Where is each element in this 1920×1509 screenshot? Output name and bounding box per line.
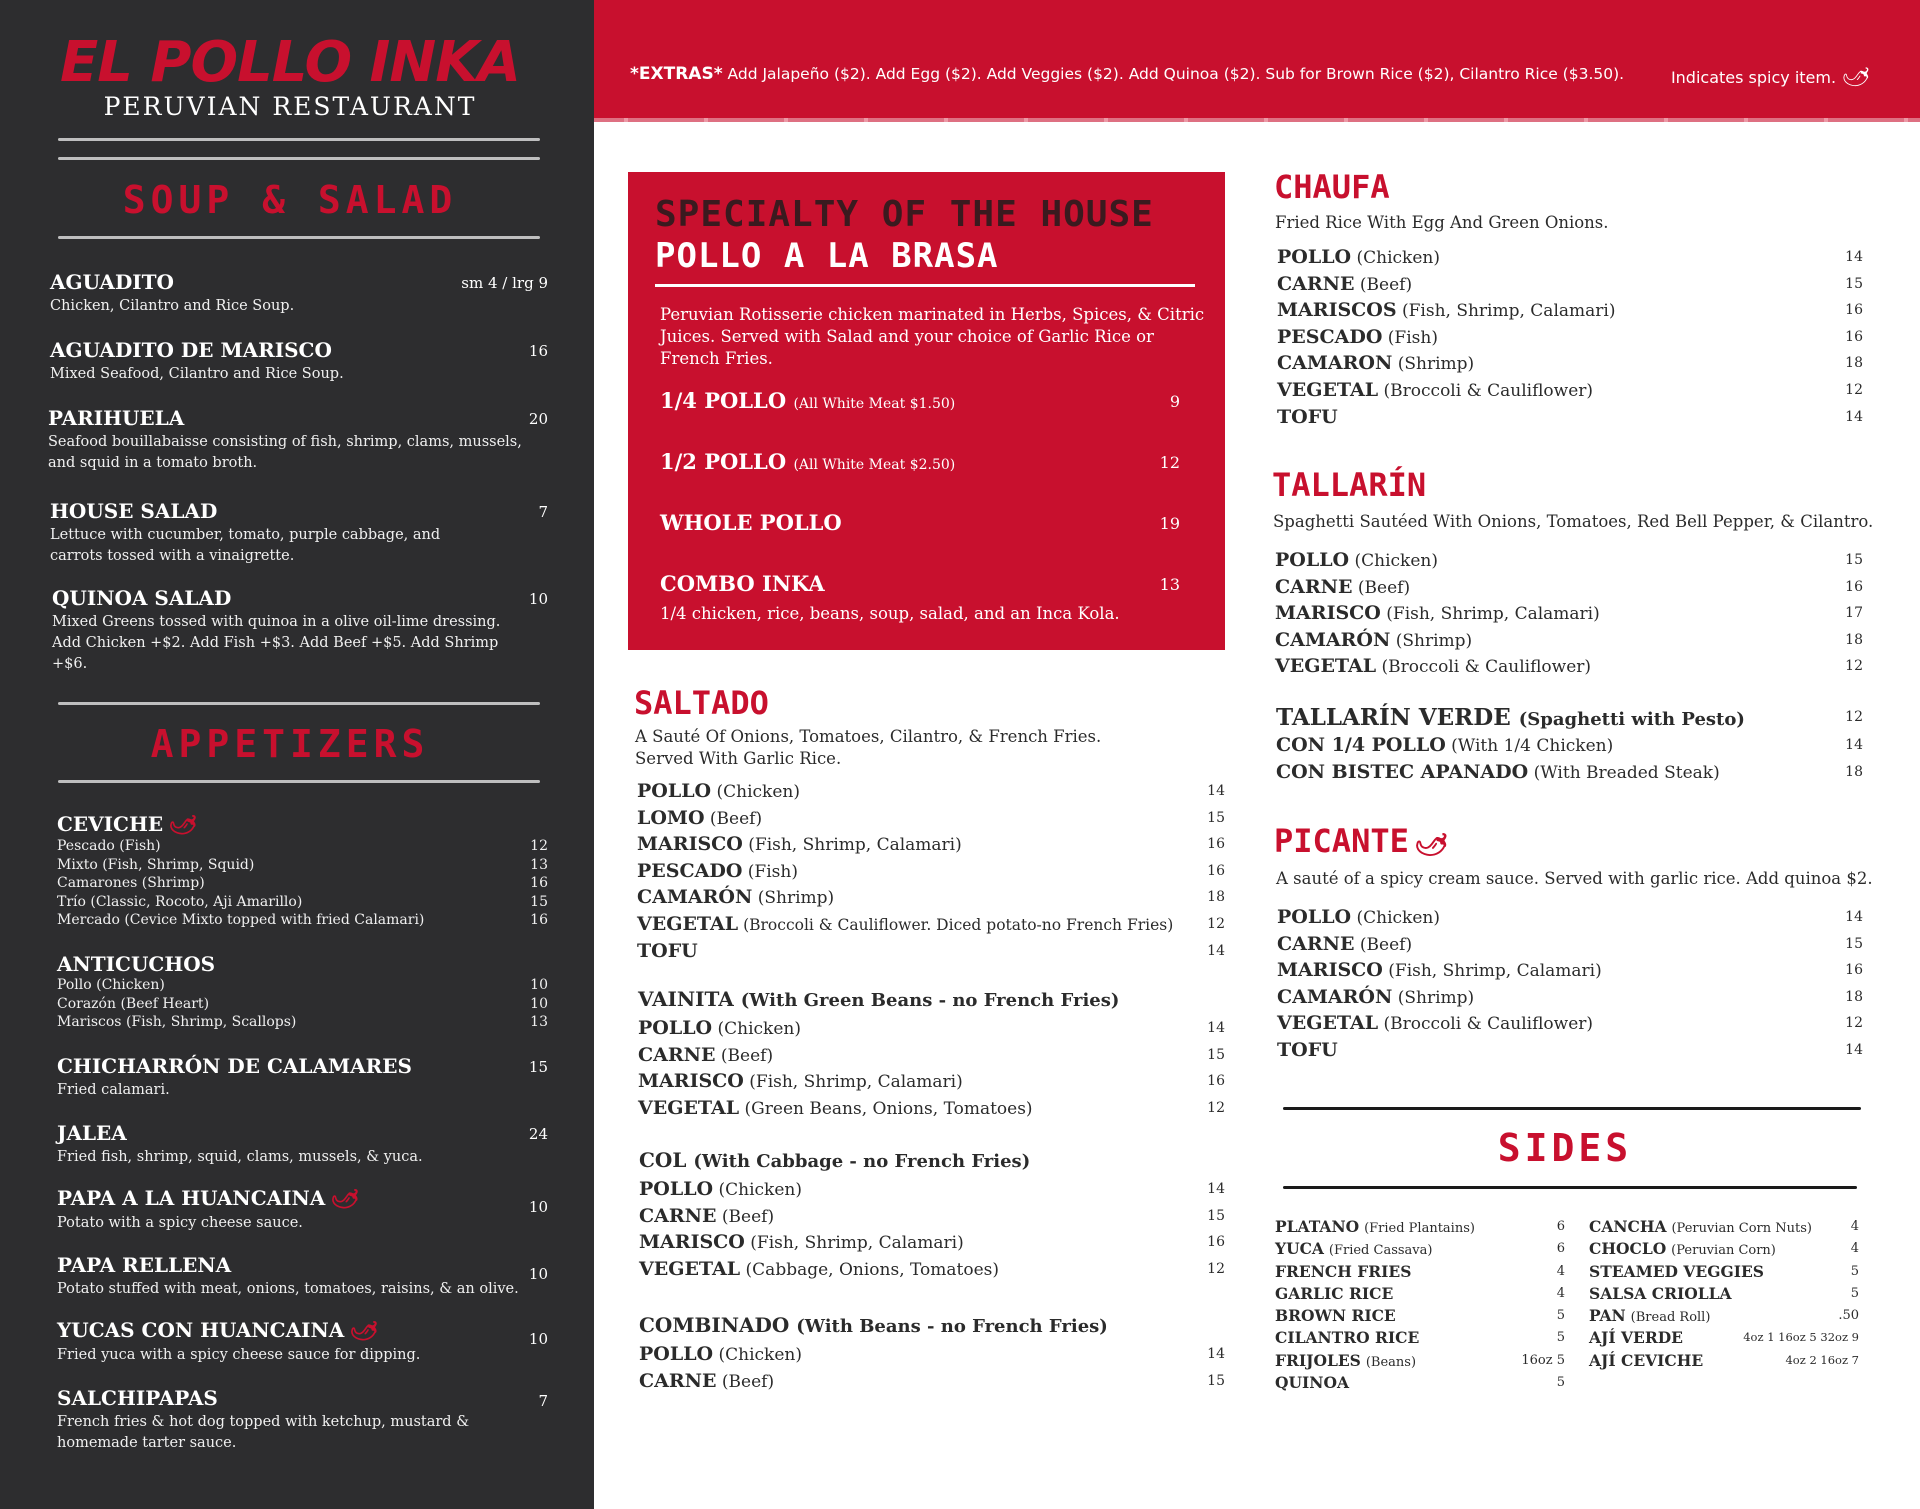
menu-item [57,1313,548,1366]
list-item: CARNE (Beef) 15 [1277,272,1863,295]
item-name: ANTICUCHOS [57,952,216,976]
list-item: PAN (Bread Roll) .50 [1589,1306,1859,1326]
list-item: FRIJOLES (Beans) 16oz 5 [1275,1350,1565,1370]
item-price: 10 [528,590,548,608]
brand-logo: EL POLLO INKA [60,30,520,95]
list-item: POLLO (Chicken) 14 [637,780,1225,802]
list-item: CAMARÓN (Shrimp) 18 [1277,985,1863,1008]
menu-item [57,1121,548,1168]
list-item: TOFU 14 [1277,1038,1863,1061]
list-item: CAMARÓN (Shrimp) 18 [1275,628,1863,651]
list-item: CAMARON (Shrimp) 18 [1277,352,1863,375]
item-desc: Potato with a spicy cheese sauce. [57,1215,303,1231]
saltado-desc: A Sauté Of Onions, Tomatoes, Cilantro, & French Fries. Served With Garlic Rice. [635,727,1102,768]
list-item: CARNE (Beef) 15 [1277,932,1863,955]
list-item: CILANTRO RICE 5 [1275,1328,1565,1348]
divider [58,780,540,783]
item-price: sm 4 / lrg 9 [461,274,548,292]
combo-desc: 1/4 chicken, rice, beans, soup, salad, and an Inca Kola. [660,604,1120,623]
chili-pepper-icon: 🌶 [1838,59,1874,94]
list-item: CON BISTEC APANADO (With Breaded Steak) 18 [1276,760,1863,783]
specialty-item: COMBO INKA 13 [660,571,1180,596]
item-desc: Fried yuca with a spicy cheese sauce for dipping. [57,1347,421,1363]
list-item: POLLO (Chicken) 14 [639,1343,1225,1365]
list-item: LOMO (Beef) 15 [637,806,1225,829]
list-item: CAMARÓN (Shrimp) 18 [637,886,1225,909]
list-item: VEGETAL (Broccoli & Cauliflower) 12 [1277,378,1863,401]
menu-item [50,338,548,385]
item-price: 15 [528,1058,548,1076]
sub-item: Mercado (Cevice Mixto topped with fried Calamari) 16 [57,912,548,928]
list-item: CARNE (Beef) 15 [638,1043,1225,1066]
item-name: AGUADITO [50,270,174,294]
list-item: MARISCO (Fish, Shrimp, Calamari) 17 [1275,602,1863,625]
tallarin-list [1275,549,1863,682]
item-name: PAPA A LA HUANCAINA [57,1186,326,1210]
list-item: AJÍ CEVICHE 4oz 2 16oz 7 [1589,1350,1859,1370]
picante-desc: A sauté of a spicy cream sauce. Served with garlic rice. Add quinoa $2. [1276,869,1873,888]
extras-text: *EXTRAS* Add Jalapeño ($2). Add Egg ($2). Add Veggies ($2). Add Quinoa ($2). Sub for Brown Rice ($2), Cilantro Rice ($3.50). [630,64,1625,84]
sub-item: Pollo (Chicken) 10 [57,977,548,993]
item-price: 7 [538,503,548,521]
combinado-title: COMBINADO (With Beans - no French Fries) [639,1313,1108,1337]
saltado-heading: SALTADO [634,684,769,722]
sides-list-left [1275,1217,1565,1395]
item-name: QUINOA SALAD [52,586,232,610]
banner-edge [594,118,1920,122]
list-item: VEGETAL (Broccoli & Cauliflower. Diced potato-no French Fries) 12 [637,912,1225,935]
vainita-list [638,987,1225,1123]
item-price: 10 [528,1330,548,1348]
list-item: GARLIC RICE 4 [1275,1283,1565,1303]
specialty-heading: SPECIALTY OF THE HOUSE [655,194,1154,235]
item-desc: Mixed Greens tossed with quinoa in a olive oil-lime dressing. Add Chicken +$2. Add Fish +$3. Add Beef +$5. Add Shrimp +$6. [52,614,501,672]
item-desc: Potato stuffed with meat, onions, tomatoes, raisins, & an olive. [57,1281,519,1297]
chaufa-desc: Fried Rice With Egg And Green Onions. [1275,213,1609,232]
list-item: POLLO (Chicken) 14 [639,1178,1225,1200]
divider [58,157,540,160]
appetizers-heading: APPETIZERS [150,722,430,766]
menu-item [57,1386,548,1454]
divider [1283,1186,1857,1189]
list-item: AJÍ VERDE 4oz 1 16oz 5 32oz 9 [1589,1328,1859,1348]
item-name: CEVICHE [57,812,164,836]
menu-item [50,499,548,567]
picante-heading: PICANTE🌶 [1274,822,1453,864]
col-list [639,1148,1225,1284]
item-price: 10 [528,1198,548,1216]
list-item: SALSA CRIOLLA 5 [1589,1283,1859,1303]
menu-item [57,1181,548,1234]
divider [58,138,540,141]
sub-item: Corazón (Beef Heart) 10 [57,995,548,1012]
extras-banner [594,0,1920,118]
list-item: TOFU 14 [1277,405,1863,428]
list-item: CARNE (Beef) 16 [1275,575,1863,598]
list-item: VEGETAL (Broccoli & Cauliflower) 12 [1277,1012,1863,1035]
sides-list-right [1589,1217,1859,1373]
sub-item: Pescado (Fish) 12 [57,838,548,854]
menu-item-anticuchos [57,952,548,1032]
item-desc: Chicken, Cilantro and Rice Soup. [50,298,295,314]
list-item: POLLO (Chicken) 14 [638,1017,1225,1039]
brand-subtitle: PERUVIAN RESTAURANT [103,92,477,121]
col-title: COL (With Cabbage - no French Fries) [639,1148,1031,1172]
item-name: PAPA RELLENA [57,1253,232,1277]
specialty-box [628,172,1225,650]
item-price: 7 [538,1392,548,1410]
list-item: MARISCO (Fish, Shrimp, Calamari) 16 [637,833,1225,856]
list-item: MARISCOS (Fish, Shrimp, Calamari) 16 [1277,299,1863,322]
specialty-desc: Peruvian Rotisserie chicken marinated in Herbs, Spices, & Citric Juices. Served with Salad and your choice of Garlic Rice or French Fries. [660,305,1205,368]
picante-list [1277,906,1863,1066]
list-item: BROWN RICE 5 [1275,1306,1565,1326]
specialty-item: 1/2 POLLO (All White Meat $2.50) 12 [660,449,1180,474]
chili-pepper-icon: 🌶 [1410,824,1453,864]
item-desc: Seafood bouillabaisse consisting of fish, shrimp, clams, mussels, and squid in a tomato broth. [48,434,522,471]
list-item: FRENCH FRIES 4 [1275,1261,1565,1281]
item-desc: French fries & hot dog topped with ketchup, mustard & homemade tarter sauce. [57,1414,470,1451]
item-price: 24 [528,1125,548,1143]
item-name: HOUSE SALAD [50,499,218,523]
chaufa-list [1277,246,1863,432]
divider [58,702,540,705]
sides-heading: SIDES [1497,1126,1633,1170]
left-menu-panel [0,0,594,1509]
list-item: PESCADO (Fish) 16 [637,859,1225,882]
list-item: PLATANO (Fried Plantains) 6 [1275,1217,1565,1236]
list-item: STEAMED VEGGIES 5 [1589,1261,1859,1281]
item-name: YUCAS CON HUANCAINA [57,1318,345,1342]
item-price: 10 [528,1265,548,1283]
menu-item-ceviche [57,807,548,930]
item-price: 20 [528,410,548,428]
sub-item: Camarones (Shrimp) 16 [57,875,548,891]
divider [655,284,1195,287]
list-item: MARISCO (Fish, Shrimp, Calamari) 16 [1277,959,1863,982]
list-item: POLLO (Chicken) 14 [1277,906,1863,928]
item-name: AGUADITO DE MARISCO [50,338,332,362]
list-item: VEGETAL (Broccoli & Cauliflower) 12 [1275,655,1863,678]
spicy-legend: Indicates spicy item. 🌶 [1670,59,1874,94]
list-item: QUINOA 5 [1275,1373,1565,1393]
item-desc: Mixed Seafood, Cilantro and Rice Soup. [50,366,344,382]
list-item: TOFU 14 [637,939,1225,962]
list-item: CON 1/4 POLLO (With 1/4 Chicken) 14 [1276,734,1863,756]
list-item: CANCHA (Peruvian Corn Nuts) 4 [1589,1217,1859,1236]
menu-item [48,406,548,474]
list-item: VEGETAL (Cabbage, Onions, Tomatoes) 12 [639,1257,1225,1280]
list-item: YUCA (Fried Cassava) 6 [1275,1239,1565,1259]
chili-pepper-icon: 🌶 [327,1181,363,1216]
list-item: MARISCO (Fish, Shrimp, Calamari) 16 [638,1070,1225,1093]
vainita-title: VAINITA (With Green Beans - no French Fries) [638,987,1120,1011]
tallarin-heading: TALLARÍN [1272,466,1427,504]
item-price: 16 [528,342,548,360]
specialty-item: WHOLE POLLO 19 [660,510,1180,535]
list-item: CARNE (Beef) 15 [639,1369,1225,1392]
sub-item: Mariscos (Fish, Shrimp, Scallops) 13 [57,1014,548,1030]
list-item: POLLO (Chicken) 14 [1277,246,1863,268]
tallarin-desc: Spaghetti Sautéed With Onions, Tomatoes, Red Bell Pepper, & Cilantro. [1273,512,1874,531]
item-name: JALEA [57,1121,127,1145]
chili-pepper-icon: 🌶 [346,1313,382,1348]
sub-item: Mixto (Fish, Shrimp, Squid) 13 [57,856,548,873]
item-name: CHICHARRÓN DE CALAMARES [57,1054,412,1078]
soup-salad-heading: SOUP & SALAD [122,178,458,222]
chili-pepper-icon: 🌶 [165,807,201,842]
menu-item [50,270,548,317]
sub-item: Trío (Classic, Rocoto, Aji Amarillo) 15 [57,893,548,910]
menu-item [57,1054,548,1101]
item-desc: Lettuce with cucumber, tomato, purple cabbage, and carrots tossed with a vinaigrette. [50,527,441,564]
item-desc: Fried fish, shrimp, squid, clams, mussels, & yuca. [57,1149,423,1165]
chaufa-heading: CHAUFA [1274,168,1390,206]
item-name: PARIHUELA [48,406,185,430]
specialty-item: 1/4 POLLO (All White Meat $1.50) 9 [660,388,1180,413]
tallarin-verde-list [1276,704,1863,787]
list-item: CHOCLO (Peruvian Corn) 4 [1589,1239,1859,1259]
list-item: MARISCO (Fish, Shrimp, Calamari) 16 [639,1231,1225,1254]
list-item: PESCADO (Fish) 16 [1277,325,1863,348]
tallarin-verde-title: TALLARÍN VERDE (Spaghetti with Pesto) 12 [1276,704,1863,731]
menu-item [52,586,548,675]
divider [58,236,540,239]
combinado-list [639,1313,1225,1396]
specialty-subheading: POLLO A LA BRASA [655,236,999,276]
saltado-list [637,780,1225,966]
menu-item [57,1253,548,1300]
list-item: POLLO (Chicken) 15 [1275,549,1863,571]
list-item: CARNE (Beef) 15 [639,1204,1225,1227]
list-item: VEGETAL (Green Beans, Onions, Tomatoes) 12 [638,1096,1225,1119]
item-name: SALCHIPAPAS [57,1386,218,1410]
item-desc: Fried calamari. [57,1082,170,1098]
divider [1283,1107,1861,1110]
